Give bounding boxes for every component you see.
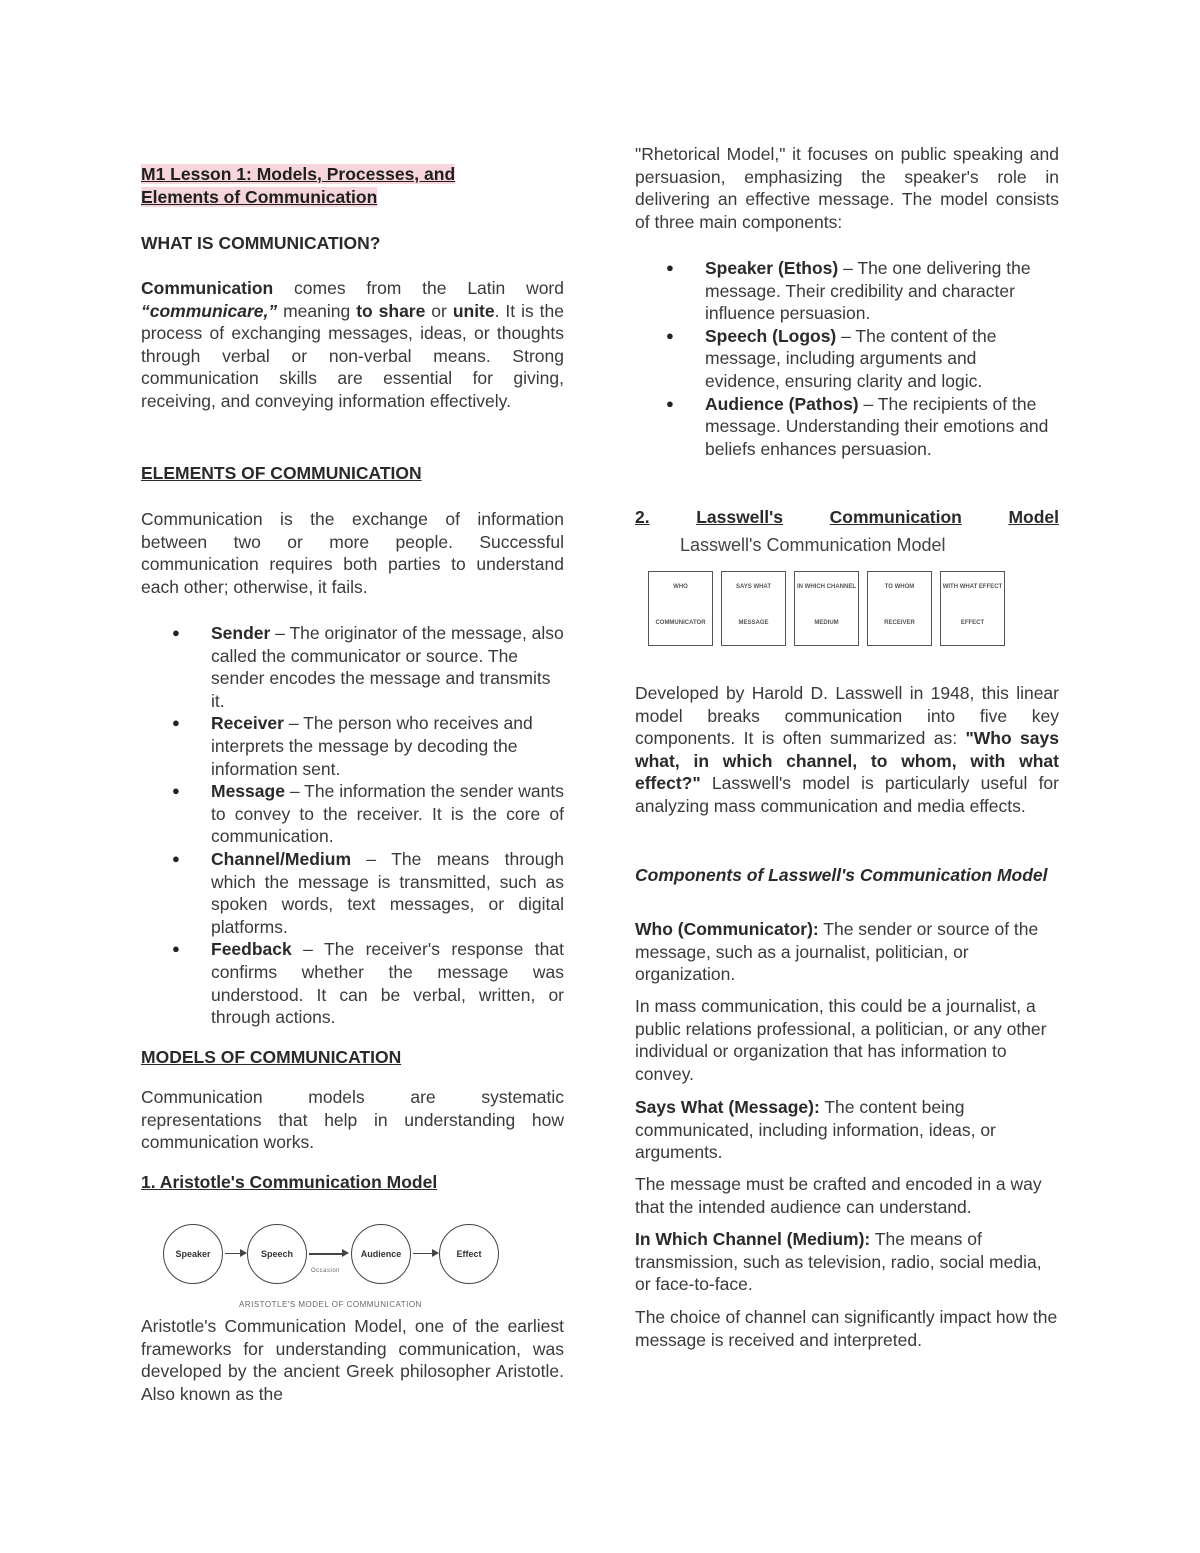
element-text: – The information the sender wants to convey to the receiver. It is the core of communication. [211,781,564,847]
bullet-icon: ● [666,395,674,411]
elements-heading: ELEMENTS OF COMMUNICATION [141,463,422,483]
who-extra: In mass communication, this could be a journalist, a public relations professional, a politician, or any other individual or organization that has information to convey. [635,996,1047,1084]
lasswell-diagram-title: Lasswell's Communication Model [680,535,946,555]
list-item [141,848,564,938]
who-paragraph [635,918,1059,986]
speech-node: Speech [247,1224,307,1284]
channel-text: The means of transmission, such as television, radio, social media, or face-to-face. [635,1229,1042,1295]
lasswell-t1: Developed by Harold D. Lasswell in 1948, this linear model breaks communication into five key components. It is often summarized as: [635,683,1059,749]
box-bottom-label: MEDIUM [814,620,839,626]
lasswell-box-channel [794,571,859,646]
list-item [141,622,564,712]
channel-extra: The choice of channel can significantly impact how the message is received and interpreted. [635,1307,1058,1350]
speaker-node: Speaker [163,1224,223,1284]
lasswell-box-says-what [721,571,786,646]
models-intro: Communication models are systematic representations that help in understanding how communication works. [141,1087,564,1153]
audience-node: Audience [351,1224,411,1284]
intro-t3: or [425,300,453,321]
bullet-icon: ● [172,625,180,640]
aristotle-heading: 1. Aristotle's Communication Model [141,1172,438,1192]
arrowhead-icon [240,1249,247,1257]
what-text: The content being communicated, including information, ideas, or arguments. [635,1097,996,1163]
box-top-label: IN WHICH CHANNEL [797,584,856,590]
intro-share: to share [356,300,426,321]
models-heading: MODELS OF COMMUNICATION [141,1047,402,1067]
box-top-label: WHO [673,584,688,590]
lasswell-text [635,682,1059,818]
bullet-icon: ● [172,850,180,866]
occasion-label: Occasion [311,1268,341,1274]
component-term: Speaker (Ethos) [705,258,839,278]
component-text: – The one delivering the message. Their credibility and character influence persuasion. [705,258,1031,324]
aristotle-text: Aristotle's Communication Model, one of the earliest frameworks for understanding communication, was developed by the ancient Greek philosopher Aristotle. Also known as the [141,1316,564,1404]
lasswell-diagram [648,534,1008,649]
intro-unite: unite [452,300,495,321]
what-heading: WHAT IS COMMUNICATION? [141,233,381,253]
arrow [225,1253,241,1254]
what-paragraph [635,1096,1059,1164]
lasswell-heading-w3: Model [1008,507,1059,527]
list-item [141,712,564,780]
arrowhead-icon [342,1249,349,1257]
who-term: Who (Communicator): [635,919,819,939]
list-item [635,325,1050,393]
intro-t4: . It is the process of exchanging messages, ideas, or thoughts through verbal or non-verbal means. Strong communication skills are essential for giving, receiving, and conveying information effectively. [141,300,565,411]
rhetorical-text: "Rhetorical Model," it focuses on public speaking and persuasion, emphasizing the speaker's role in delivering an effective message. The model consists of three main components: [635,144,1059,232]
element-term: Channel/Medium [211,848,352,869]
element-term: Message [211,781,285,802]
component-term: Audience (Pathos) [705,393,859,414]
lesson-title-line1: M1 Lesson 1: Models, Processes, and [141,164,456,184]
elements-intro: Communication is the exchange of information between two or more people. Successful communication requires both parties to understand each other; otherwise, it fails. [141,509,564,597]
bullet-icon: ● [666,260,674,275]
box-top-label: TO WHOM [884,584,915,590]
lasswell-quote: "Who says what, in which channel, to whom, with what effect?" [635,728,1059,794]
box-bottom-label: RECEIVER [884,620,915,626]
list-item [141,938,564,1028]
element-term: Sender [211,623,271,643]
bullet-icon: ● [172,715,180,731]
element-text: – The originator of the message, also called the communicator or source. The sender encodes the message and transmits it. [211,623,564,711]
intro-term: Communication [141,278,274,298]
element-text: – The person who receives and interprets the message by decoding the information sent. [211,713,533,779]
arrowhead-icon [432,1249,439,1257]
list-item [635,257,1050,325]
component-text: – The recipients of the message. Understanding their emotions and beliefs enhances persuasion. [705,393,1049,459]
intro-latin: “communicare,” [141,300,278,321]
intro-paragraph [141,277,564,413]
lesson-title [141,163,561,208]
box-bottom-label: EFFECT [960,620,985,626]
lasswell-heading-num: 2. [635,507,650,527]
box-top-label: WITH WHAT EFFECT [942,584,1003,590]
who-text: The sender or source of the message, such as a journalist, politician, or organization. [635,919,1039,985]
box-bottom-label: COMMUNICATOR [655,620,706,626]
lasswell-heading-w2: Communication [829,507,962,527]
list-item [141,780,564,848]
lasswell-box-to-whom [867,571,932,646]
element-term: Feedback [211,939,292,960]
arrow [413,1253,433,1254]
what-term: Says What (Message): [635,1097,820,1117]
lasswell-heading [635,506,1059,529]
lasswell-box-who [648,571,713,646]
lesson-title-line2: Elements of Communication [141,186,378,207]
channel-term: In Which Channel (Medium): [635,1229,871,1249]
intro-t1: comes from the Latin word [273,278,564,298]
list-item [635,393,1050,461]
bullet-icon: ● [172,783,180,799]
box-bottom-label: MESSAGE [738,620,769,626]
effect-node: Effect [439,1224,499,1284]
bullet-icon: ● [666,327,674,343]
elements-list [141,622,564,1029]
lasswell-box-effect [940,571,1005,646]
lasswell-heading-w1: Lasswell's [696,507,784,527]
arrow [309,1253,343,1255]
bullet-icon: ● [172,941,180,957]
element-term: Receiver [211,713,284,734]
intro-t2: meaning [277,300,357,321]
aristotle-caption: ARISTOTLE'S MODEL OF COMMUNICATION [239,1300,422,1309]
box-top-label: SAYS WHAT [735,584,771,590]
element-text: – The means through which the message is transmitted, such as spoken words, text messages, or digital platforms. [211,848,564,937]
lasswell-t2: Lasswell's model is particularly useful for analyzing mass communication and media effects. [635,773,1059,816]
element-text: – The receiver's response that confirms whether the message was understood. It can be verbal, written, or through actions. [211,939,564,1028]
rhetorical-components-list [635,257,1050,460]
component-text: – The content of the message, including arguments and evidence, ensuring clarity and logic. [705,325,997,391]
channel-paragraph [635,1228,1059,1296]
aristotle-diagram [159,1220,504,1309]
component-term: Speech (Logos) [705,325,837,346]
components-heading: Components of Lasswell's Communication Model [635,865,1048,885]
what-extra: The message must be crafted and encoded in a way that the intended audience can understand. [635,1174,1042,1217]
